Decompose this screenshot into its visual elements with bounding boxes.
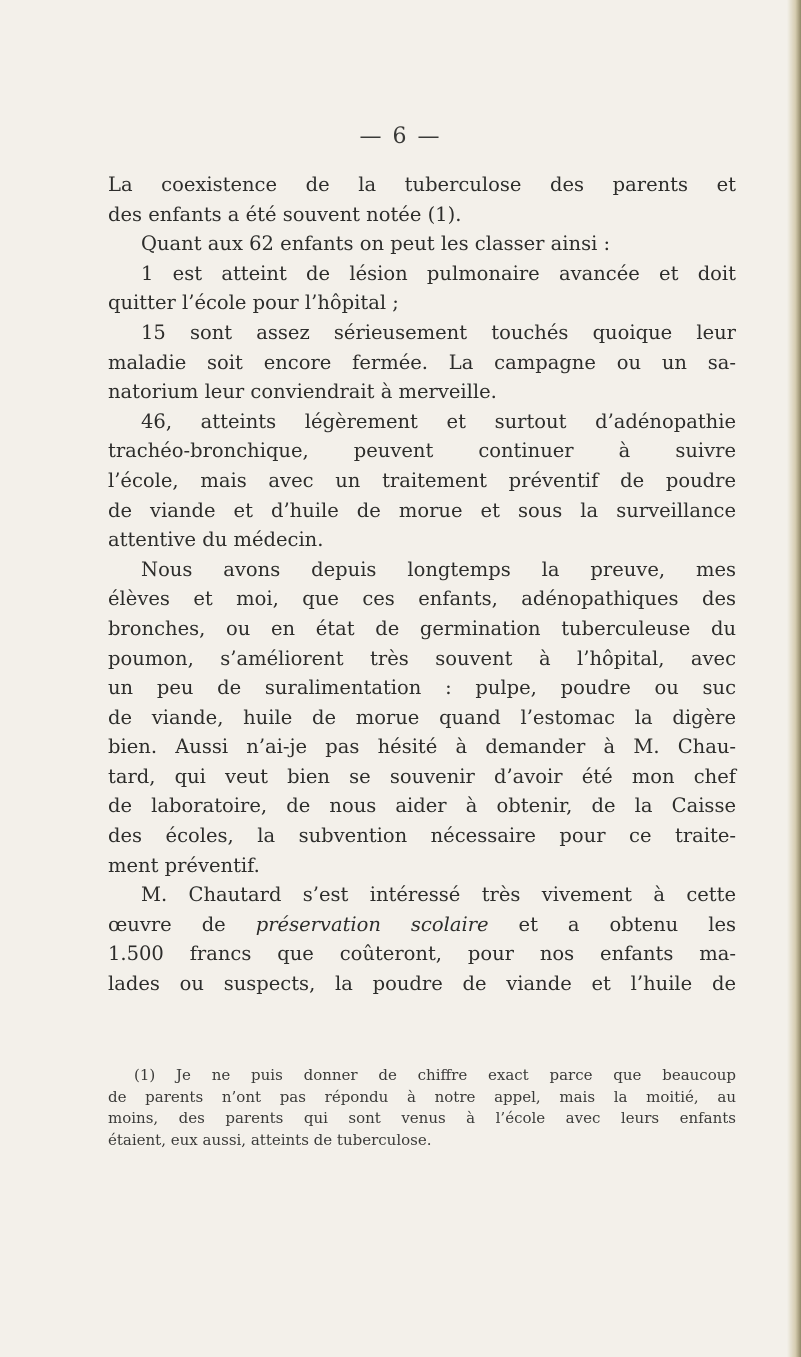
body-line: bien. Aussi n’ai-je pas hésité à demander à M. Chau- [108, 735, 736, 759]
body-line: Nous avons depuis longtemps la preuve, mes [141, 557, 736, 581]
footnote-line: étaient, eux aussi, atteints de tuberculose. [108, 1130, 432, 1149]
footnote-line: (1) Je ne puis donner de chiffre exact parce que beaucoup [134, 1066, 736, 1084]
footnote-line: de parents n’ont pas répondu à notre appel, mais la moitié, au [108, 1087, 736, 1106]
body-line: maladie soit encore fermée. La campagne ou un sa- [108, 350, 736, 374]
body-line: 15 sont assez sérieusement touchés quoique leur [141, 320, 736, 344]
body-line: poumon, s’améliorent très souvent à l’hôpital, avec [108, 646, 736, 670]
italic-phrase: préservation scolaire [255, 912, 489, 936]
body-line: bronches, ou en état de germination tuberculeuse du [108, 616, 736, 640]
body-line: des écoles, la subvention nécessaire pour ce traite- [108, 824, 736, 848]
text-segment: et a obtenu les [488, 912, 737, 936]
body-line: lades ou suspects, la poudre de viande et l’huile de [108, 972, 736, 996]
body-line: 46, atteints légèrement et surtout d’adénopathie [141, 409, 736, 433]
body-text [108, 170, 736, 999]
body-line: Quant aux 62 enfants on peut les classer ainsi : [141, 232, 611, 256]
body-line: M. Chautard s’est intéressé très vivement à cette [141, 883, 736, 907]
body-line: quitter l’école pour l’hôpital ; [108, 291, 399, 315]
body-line: ment préventif. [108, 853, 260, 877]
page-edge-shadow [787, 0, 801, 1357]
body-line: de viande, huile de morue quand l’estomac la digère [108, 705, 736, 729]
body-line: tard, qui veut bien se souvenir d’avoir été mon chef [108, 764, 736, 788]
body-line: 1.500 francs que coûteront, pour nos enfants ma- [108, 942, 736, 966]
body-line: La coexistence de la tuberculose des parents et [108, 173, 736, 196]
body-line: natorium leur conviendrait à merveille. [108, 380, 497, 404]
body-line: des enfants a été souvent notée (1). [108, 202, 462, 226]
body-line: attentive du médecin. [108, 528, 324, 552]
body-line: trachéo-bronchique, peuvent continuer à suivre [108, 439, 736, 463]
footnote [108, 1065, 736, 1151]
page-number: — 6 — [359, 124, 442, 149]
body-line: 1 est atteint de lésion pulmonaire avancée et doit [141, 261, 736, 285]
body-line: un peu de suralimentation : pulpe, poudre ou suc [108, 676, 736, 700]
body-line [108, 910, 736, 940]
footnote-line: moins, des parents qui sont venus à l’école avec leurs enfants [108, 1109, 736, 1127]
body-line: l’école, mais avec un traitement préventif de poudre [108, 468, 736, 492]
text-segment: œuvre de [108, 912, 256, 936]
body-line: élèves et moi, que ces enfants, adénopathiques des [108, 587, 736, 611]
body-line: de laboratoire, de nous aider à obtenir, de la Caisse [108, 794, 736, 818]
body-line: de viande et d’huile de morue et sous la surveillance [108, 498, 736, 522]
